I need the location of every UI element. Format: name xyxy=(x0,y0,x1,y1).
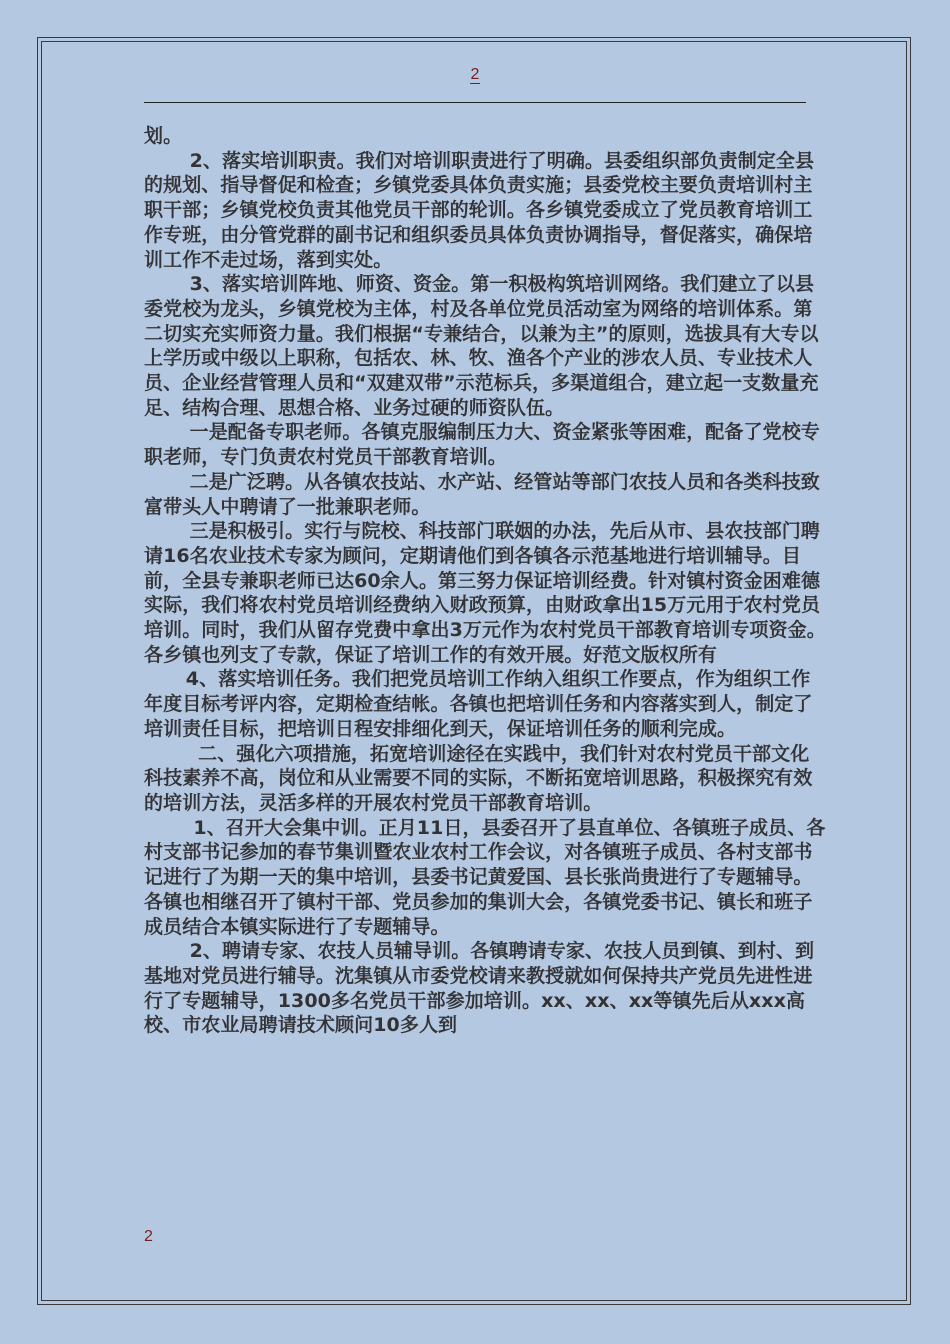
body-paragraph: 4、落实培训任务。我们把党员培训工作纳入组织工作要点，作为组织工作年度目标考评内容，定期检查结帐。各镇也把培训任务和内容落实到人，制定了培训责任目标，把培训日程安排细化到天，保证培训任务的顺利完成。 xyxy=(144,668,813,740)
page-header xyxy=(0,66,950,84)
footer-page-number: 2 xyxy=(144,1228,153,1245)
header-rule xyxy=(144,102,806,103)
body-paragraph: 二、强化六项措施，拓宽培训途径在实践中，我们针对农村党员干部文化科技素养不高，岗位和从业需要不同的实际，不断拓宽培训思路，积极探究有效的培训方法，灵活多样的开展农村党员干部教育培训。 xyxy=(144,742,813,814)
document-body xyxy=(144,124,826,1038)
header-page-number: 2 xyxy=(470,66,480,83)
body-paragraph: 2、落实培训职责。我们对培训职责进行了明确。县委组织部负责制定全县的规划、指导督促和检查；乡镇党委具体负责实施；县委党校主要负责培训村主职干部；乡镇党校负责其他党员干部的轮训。各乡镇党委成立了党员教育培训工作专班，由分管党群的副书记和组织委员具体负责协调指导，督促落实，确保培训工作不走过场，落到实处。 xyxy=(144,149,815,271)
body-paragraph: 1、召开大会集中训。正月11日，县委召开了县直单位、各镇班子成员、各村支部书记参加的春节集训暨农业农村工作会议，对各镇班子成员、各村支部书记进行了为期一天的集中培训，县委书记黄爱国、县长张尚贵进行了专题辅导。各镇也相继召开了镇村干部、党员参加的集训大会，各镇党委书记、镇长和班子成员结合本镇实际进行了专题辅导。 xyxy=(144,816,826,938)
body-paragraph: 2、聘请专家、农技人员辅导训。各镇聘请专家、农技人员到镇、到村、到基地对党员进行辅导。沈集镇从市委党校请来教授就如何保持共产党员先进性进行了专题辅导，1300多名党员干部参加培训。xx、xx、xx等镇先后从xxx高校、市农业局聘请技术顾问10多人到 xyxy=(144,940,815,1037)
body-paragraph: 三是积极引。实行与院校、科技部门联姻的办法，先后从市、县农技部门聘请16名农业技术专家为顾问，定期请他们到各镇各示范基地进行培训辅导。目前，全县专兼职老师已达60余人。第三努力保证培训经费。针对镇村资金困难德实际，我们将农村党员培训经费纳入财政预算，由财政拿出15万元用于农村党员培训。同时，我们从留存党费中拿出3万元作为农村党员干部教育培训专项资金。各乡镇也列支了专款，保证了培训工作的有效开展。好范文版权所有 xyxy=(144,520,826,666)
body-paragraph: 划。 xyxy=(144,125,183,147)
body-paragraph: 3、落实培训阵地、师资、资金。第一积极构筑培训网络。我们建立了以县委党校为龙头，乡镇党校为主体，村及各单位党员活动室为网络的培训体系。第二切实充实师资力量。我们根据“专兼结合，以兼为主”的原则，选拔具有大专以上学历或中级以上职称，包括农、林、牧、渔各个产业的涉农人员、专业技术人员、企业经营管理人员和“双建双带”示范标兵，多渠道组合，建立起一支数量充足、结构合理、思想合格、业务过硬的师资队伍。 xyxy=(144,273,819,419)
body-paragraph: 一是配备专职老师。各镇克服编制压力大、资金紧张等困难，配备了党校专职老师，专门负责农村党员干部教育培训。 xyxy=(144,421,820,469)
body-paragraph: 二是广泛聘。从各镇农技站、水产站、经管站等部门农技人员和各类科技致富带头人中聘请了一批兼职老师。 xyxy=(144,470,820,518)
